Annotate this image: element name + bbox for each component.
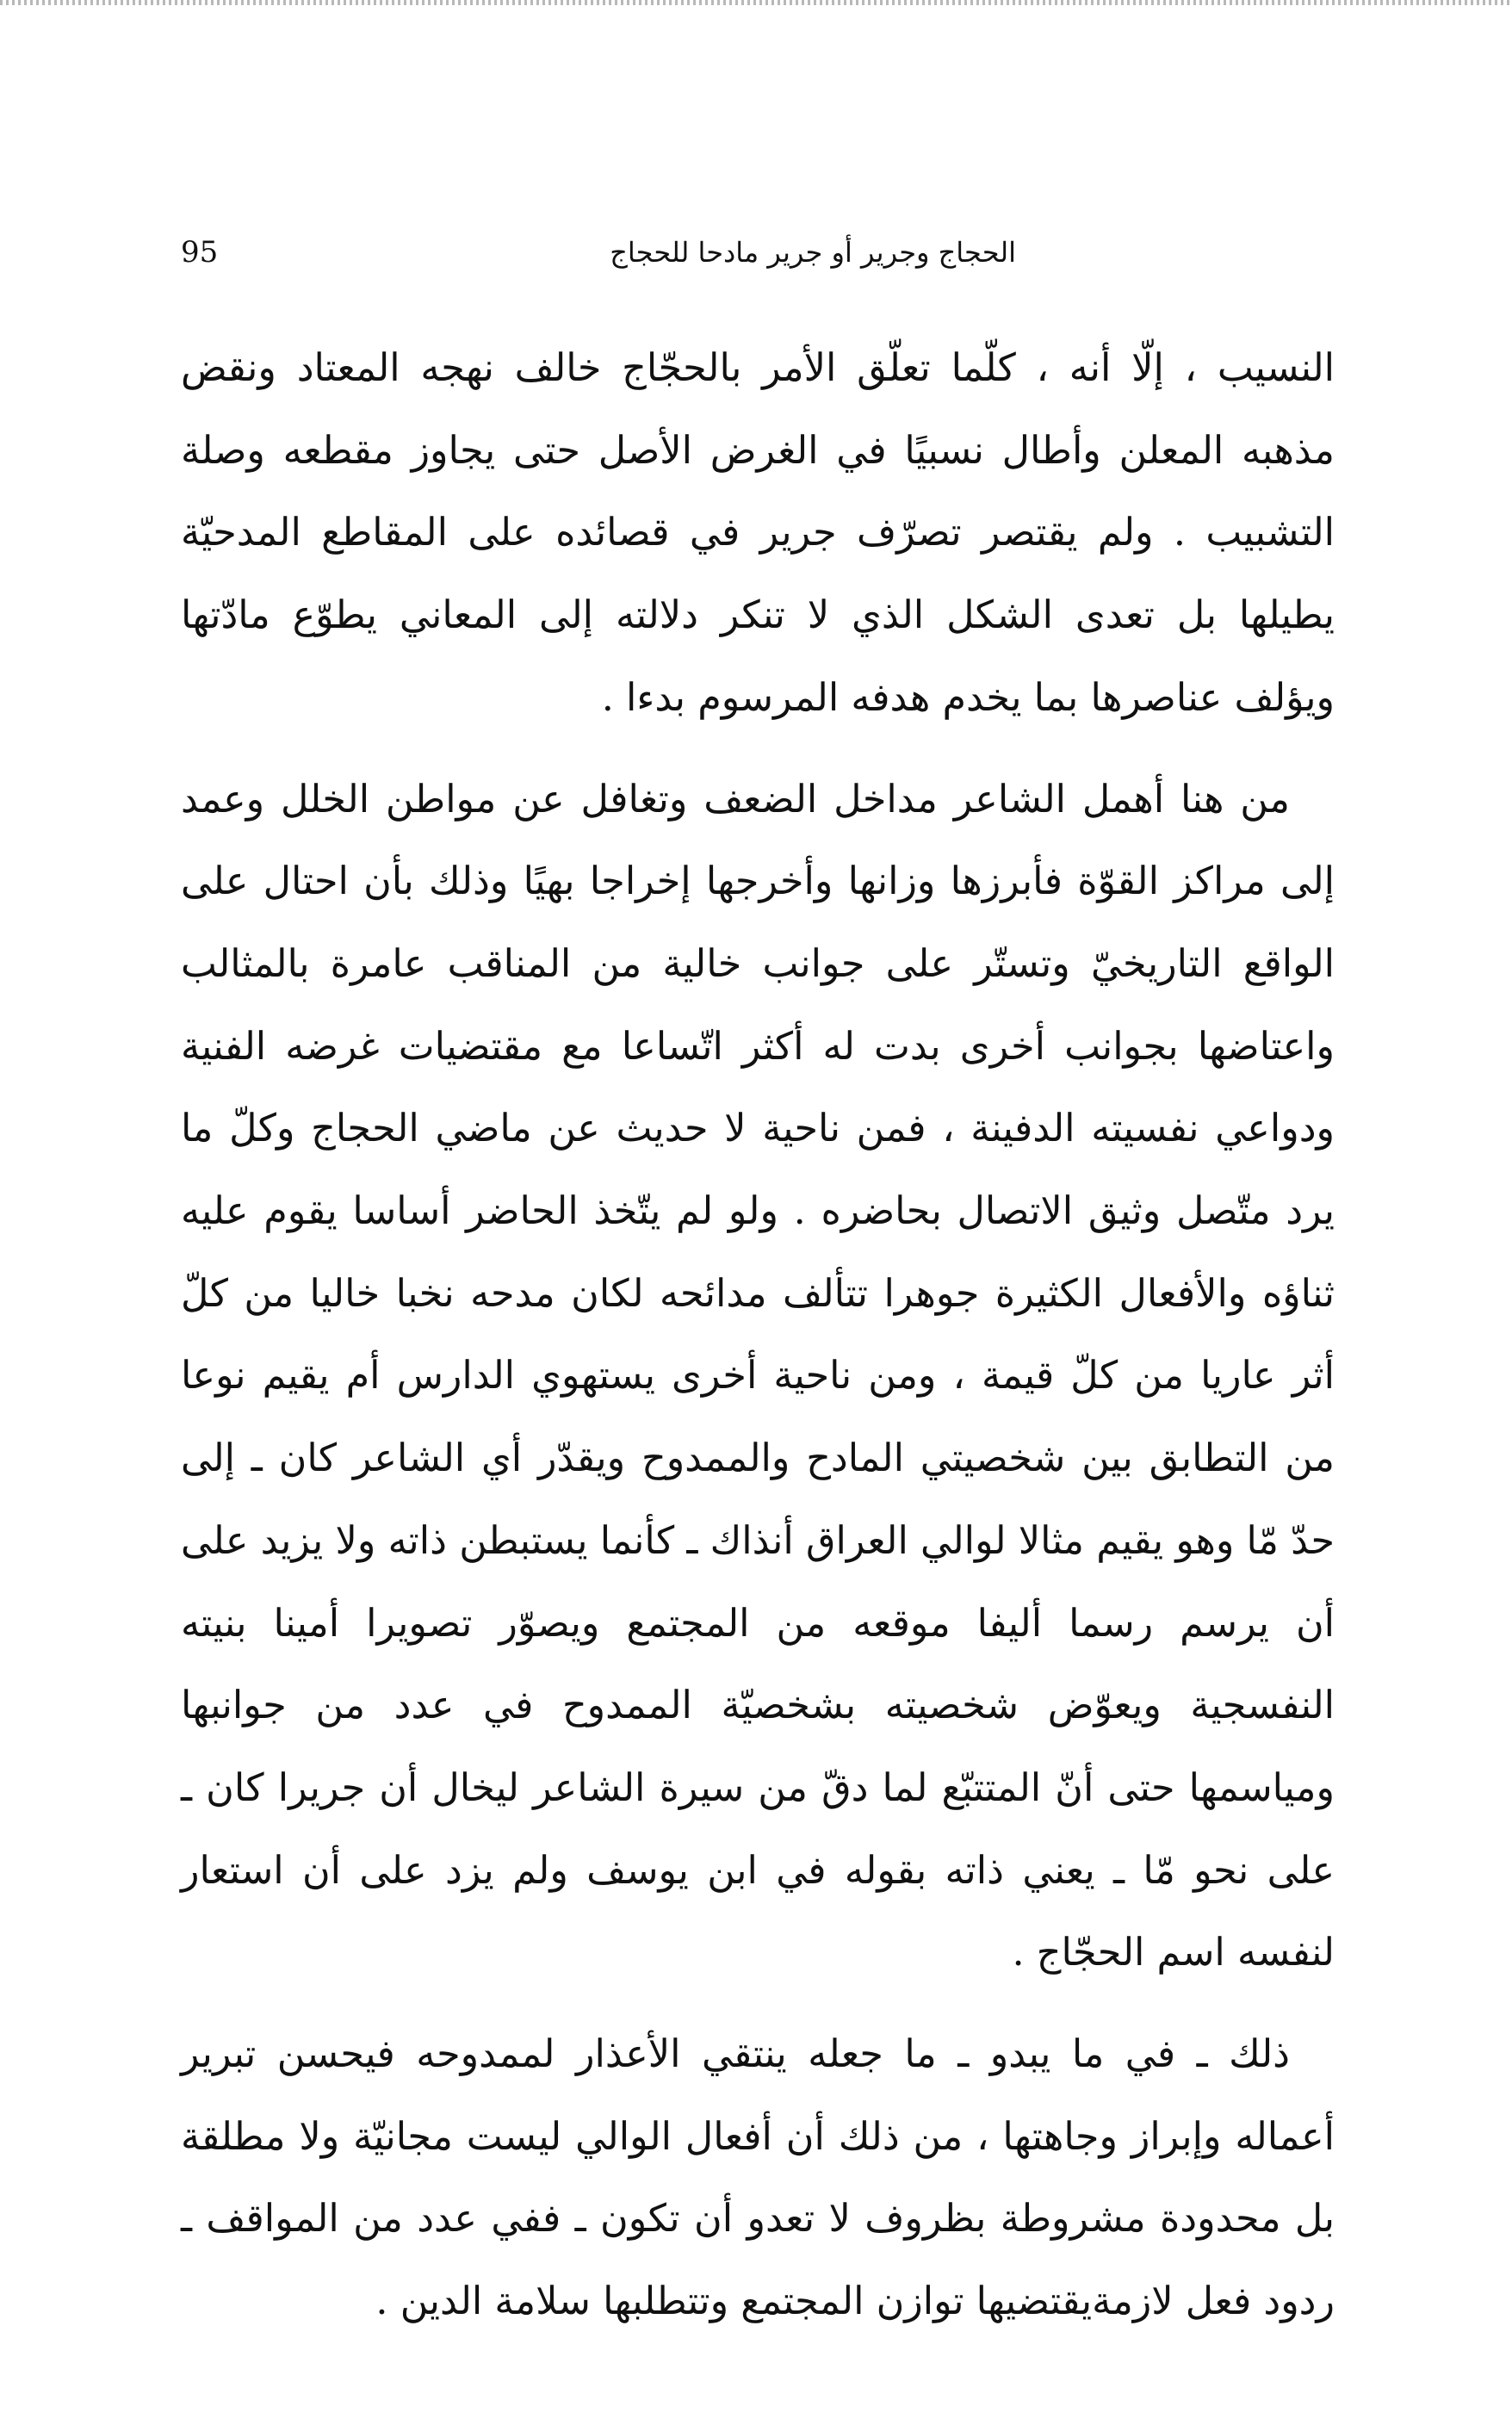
page-number: 95	[181, 235, 219, 270]
top-edge-rule	[0, 0, 1512, 5]
running-title: الحجاج وجرير أو جرير مادحا للحجاج	[610, 236, 1016, 269]
paragraph-2: من هنا أهمل الشاعر مداخل الضعف وتغافل عن مواطن الخلل وعمد إلى مراكز القوّة فأبرزها وزانها وأخرجها إخراجا بهيًا وذلك بأن احتال على الواقع التاريخيّ وتستّر على جوانب خالية من المناقب عامرة بالمثالب واعتاضها بجوانب أخرى بدت له أكثر اتّساعا مع مقتضيات غرضه الفنية ودواعي نفسيته الدفينة ، فمن ناحية لا حديث عن ماضي الحجاج وكلّ ما يرد متّصل وثيق الاتصال بحاضره . ولو لم يتّخذ الحاضر أساسا يقوم عليه ثناؤه والأفعال الكثيرة جوهرا تتألف مدائحه لكان مدحه نخبا خاليا من كلّ أثر عاريا من كلّ قيمة ، ومن ناحية أخرى يستهوي الدارس أم يقيم نوعا من التطابق بين شخصيتي المادح والممدوح ويقدّر أي الشاعر كان ـ إلى حدّ مّا وهو يقيم مثالا لوالي العراق أنذاك ـ كأنما يستبطن ذاته ولا يزيد على أن يرسم رسما أليفا موقعه من المجتمع ويصوّر تصويرا أمينا بنيته النفسجية ويعوّض شخصيته بشخصيّة الممدوح في عدد من جوانبها ومياسمها حتى أنّ المتتبّع لما دقّ من سيرة الشاعر ليخال أن جريرا كان ـ على نحو مّا ـ يعني ذاته بقوله في ابن يوسف ولم يزد على أن استعار لنفسه اسم الحجّاج .	[181, 777, 1335, 1975]
page-header	[181, 231, 1335, 274]
paragraph-1: النسيب ، إلّا أنه ، كلّما تعلّق الأمر بالحجّاج خالف نهجه المعتاد ونقض مذهبه المعلن وأطال نسبيًا في الغرض الأصل حتى يجاوز مقطعه وصلة التشبيب . ولم يقتصر تصرّف جرير في قصائده على المقاطع المدحيّة يطيلها بل تعدى الشكل الذي لا تنكر دلالته إلى المعاني يطوّع مادّتها ويؤلف عناصرها بما يخدم هدفه المرسوم بدءا .	[181, 346, 1335, 720]
body-text	[181, 327, 1335, 2343]
paragraph-3: ذلك ـ في ما يبدو ـ ما جعله ينتقي الأعذار لممدوحه فيحسن تبرير أعماله وإبراز وجاهتها ، من ذلك أن أفعال الوالي ليست مجانيّة ولا مطلقة بل محدودة مشروطة بظروف لا تعدو أن تكون ـ ففي عدد من المواقف ـ ردود فعل لازمةيقتضيها توازن المجتمع وتتطلبها سلامة الدين .	[181, 2032, 1335, 2324]
